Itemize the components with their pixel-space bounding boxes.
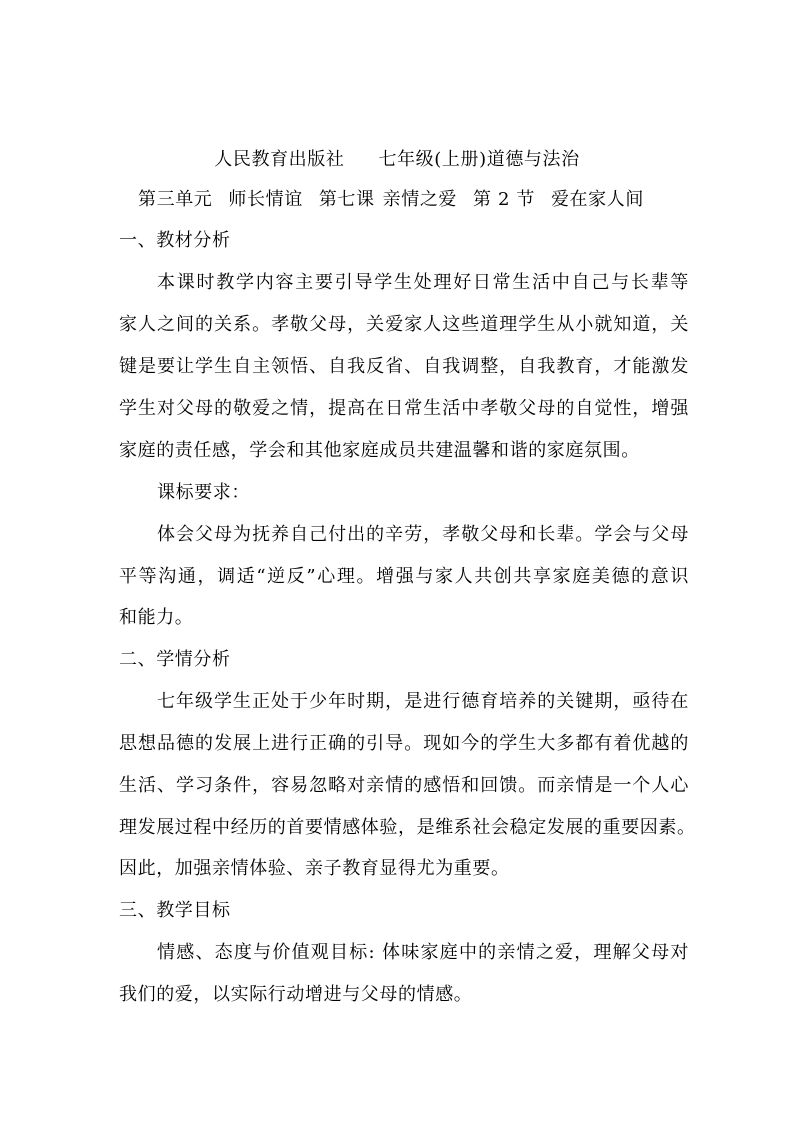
section-heading-2: 二、学情分析 [119, 649, 231, 670]
paragraph-line: 家庭的责任感，学会和其他家庭成员共建温馨和谐的家庭氛围。 [119, 440, 640, 461]
paragraph-line: 本课时教学内容主要引导学生处理好日常生活中自己与长辈等 [157, 272, 689, 293]
paragraph-line: 生活、学习条件，容易忽略对亲情的感悟和回馈。而亲情是一个人心 [119, 775, 689, 796]
header-line-1 [0, 148, 794, 172]
paragraph-line: 理发展过程中经历的首要情感体验，是维系社会稳定发展的重要因素。 [119, 817, 696, 838]
paragraph-line: 键是要让学生自主领悟、自我反省、自我调整，自我教育，才能激发 [119, 356, 689, 377]
unit: 第三单元 [138, 189, 213, 210]
paragraph-line: 体会父母为抚养自己付出的辛劳，孝敬父母和长辈。学会与父母 [157, 524, 689, 545]
paragraph-line: 家人之间的关系。孝敬父母，关爱家人这些道理学生从小就知道，关 [119, 314, 689, 335]
paragraph-line: 和能力。 [119, 607, 194, 628]
paragraph-line: 思想品德的发展上进行正确的引导。现如今的学生大多都有着优越的 [119, 733, 689, 754]
paragraph-line: 因此，加强亲情体验、亲子教育显得尤为重要。 [119, 858, 510, 879]
curriculum-label: 课标要求： [157, 482, 250, 503]
lesson-name: 亲情之爱 [382, 189, 458, 210]
section-heading-3: 三、教学目标 [119, 900, 231, 921]
section: 第 2 节 [473, 189, 535, 210]
header-line-2 [138, 188, 644, 212]
paragraph-line: 我们的爱，以实际行动增进与父母的情感。 [119, 984, 473, 1005]
paragraph-line: 学生对父母的敬爱之情，提高在日常生活中孝敬父母的自觉性，增强 [119, 398, 689, 419]
publisher: 人民教育出版社 [214, 149, 345, 170]
section-name: 爱在家人间 [550, 189, 644, 210]
course-title: 七年级(上册)道德与法治 [378, 149, 580, 170]
paragraph-line: 情感、态度与价值观目标: 体味家庭中的亲情之爱，理解父母对 [157, 942, 689, 963]
paragraph-line: 七年级学生正处于少年时期，是进行德育培养的关键期，亟待在 [157, 691, 689, 712]
lesson: 第七课 [318, 189, 375, 210]
section-heading-1: 一、教材分析 [119, 230, 231, 251]
unit-name: 师长情谊 [228, 189, 303, 210]
paragraph-line: 平等沟通，调适“逆反”心理。增强与家人共创共享家庭美德的意识 [119, 566, 689, 587]
